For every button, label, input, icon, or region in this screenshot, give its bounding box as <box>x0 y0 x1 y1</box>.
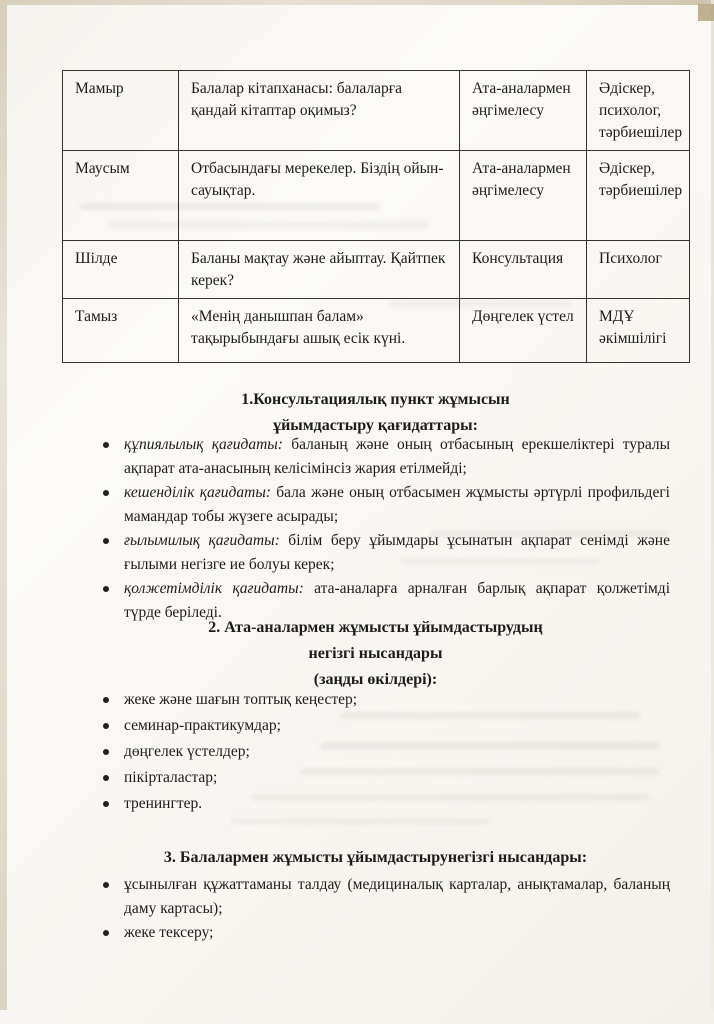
section2-heading-line3: (заңды өкілдері): <box>313 671 438 688</box>
section3-list <box>98 873 670 945</box>
list-item <box>98 481 670 529</box>
paper-edge-left <box>0 0 7 1010</box>
section2-heading-line1: 2. Ата-аналармен жұмысты ұйымдастырудың <box>208 619 543 636</box>
cell-form: Консультация <box>460 241 587 299</box>
principle-text: бала және оның отбасымен жұмысты әртүрлі профильдегі мамандар тобы жүзеге асырады; <box>124 484 670 525</box>
principle-text: білім беру ұйымдары ұсынатын ақпарат сенімді және ғылыми негізге ие болуы керек; <box>124 532 670 573</box>
cell-month: Шілде <box>63 241 179 299</box>
table-row <box>63 71 690 151</box>
section2-heading <box>62 615 689 693</box>
section1-heading-line1: 1.Консультациялық пункт жұмысын <box>241 391 510 408</box>
list-item: ұсынылған құжаттаманы талдау (медициналық карталар, анықтамалар, баланың даму картасы); <box>98 873 670 921</box>
principle-lead: кешенділік қағидаты: <box>124 484 271 501</box>
table-row <box>63 151 690 241</box>
list-item: жеке және шағын топтық кеңестер; <box>98 688 670 712</box>
principle-lead: ғылымилық қағидаты: <box>124 532 280 549</box>
table-row <box>63 299 690 363</box>
section2-heading-line2: негізгі нысандары <box>308 645 443 662</box>
cell-month: Мамыр <box>63 71 179 151</box>
list-item <box>98 433 670 481</box>
section1-heading-line2: ұйымдастыру қағидаттары: <box>273 417 478 434</box>
principle-lead: қолжетімділік қағидаты: <box>124 580 304 597</box>
list-item <box>98 529 670 577</box>
schedule-table <box>62 70 690 363</box>
list-item: семинар-практикумдар; <box>98 714 670 738</box>
table-row <box>63 241 690 299</box>
list-item: пікірталастар; <box>98 766 670 790</box>
cell-topic: Баланы мақтау және айыптау. Қайтпек керек? <box>179 241 460 299</box>
section3-heading <box>62 845 689 871</box>
cell-form: Ата-аналармен әңгімелесу <box>460 151 587 241</box>
cell-topic: Отбасындағы мерекелер. Біздің ойын-сауықтар. <box>179 151 460 241</box>
list-item: жеке тексеру; <box>98 921 670 945</box>
cell-responsible: МДҰ әкімшілігі <box>587 299 690 363</box>
section3-heading-line1: 3. Балалармен жұмысты ұйымдастырунегізгі нысандары: <box>163 849 588 866</box>
cell-month: Маусым <box>63 151 179 241</box>
cell-form: Ата-аналармен әңгімелесу <box>460 71 587 151</box>
section2-list <box>98 688 670 818</box>
scan-corner-mark <box>698 4 714 21</box>
paper-edge-top <box>0 0 714 5</box>
list-item: тренингтер. <box>98 792 670 816</box>
cell-responsible: Әдіскер, психолог, тәрбиешілер <box>587 71 690 151</box>
cell-responsible: Психолог <box>587 241 690 299</box>
principle-lead: құпиялылық қағидаты: <box>124 436 283 453</box>
principle-text: ата-аналарға арналған барлық ақпарат қолжетімді түрде беріледі. <box>124 580 671 621</box>
section1-heading <box>62 387 689 439</box>
list-item: дөңгелек үстелдер; <box>98 740 670 764</box>
cell-topic: «Менің данышпан балам» тақырыбындағы ашық есік күні. <box>179 299 460 363</box>
section1-list <box>98 433 670 625</box>
principle-text: баланың және оның отбасының ерекшеліктері туралы ақпарат ата-анасының келісімінсіз жария етілмейді; <box>124 436 670 477</box>
cell-topic: Балалар кітапханасы: балаларға қандай кітаптар оқимыз? <box>179 71 460 151</box>
cell-month: Тамыз <box>63 299 179 363</box>
cell-responsible: Әдіскер, тәрбиешілер <box>587 151 690 241</box>
bleed-through-artifact <box>230 818 490 825</box>
cell-form: Дөңгелек үстел <box>460 299 587 363</box>
